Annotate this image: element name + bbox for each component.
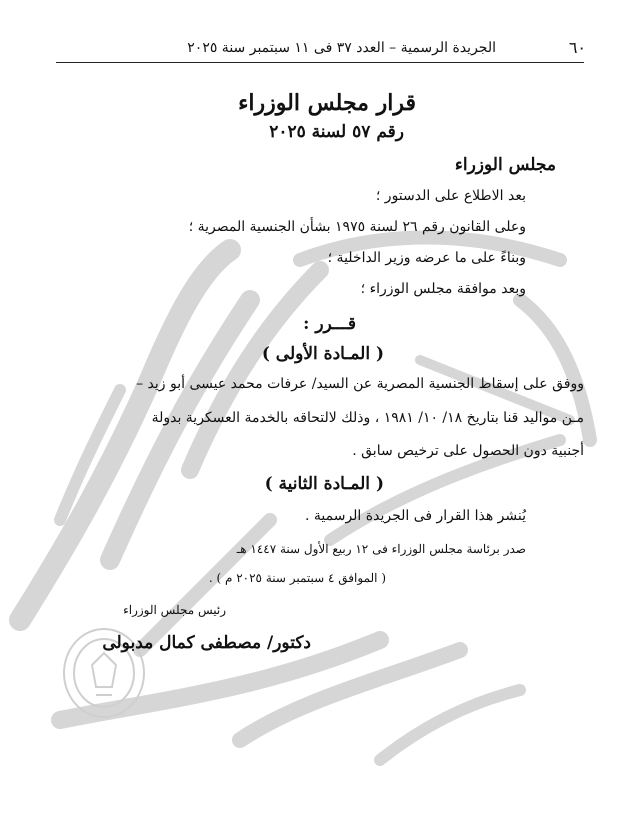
preamble-line-4: وبعد موافقة مجلس الوزراء ؛ [360,281,526,297]
decree-title: قرار مجلس الوزراء [238,90,416,116]
decided-label: قـــرر : [303,314,356,334]
article-1-heading: ( المـادة الأولى ) [261,344,384,364]
article-1-line-2: مـن مواليد قنا بتاريخ ١٨/ ١٠/ ١٩٨١ ، وذلك لالتحاقه بالخدمة العسكرية بدولة [151,410,584,426]
decree-number: رقم ٥٧ لسنة ٢٠٢٥ [269,122,404,142]
page-header [40,38,596,60]
issuer-heading: مجلس الوزراء [454,155,556,175]
preamble-line-2: وعلى القانون رقم ٢٦ لسنة ١٩٧٥ بشأن الجنسية المصرية ؛ [188,219,526,235]
page-number: ٦٠ [568,38,586,57]
publication-line: الجريدة الرسمية – العدد ٣٧ فى ١١ سبتمبر سنة ٢٠٢٥ [187,40,496,56]
issued-date-line: صدر برئاسة مجلس الوزراء فى ١٢ ربيع الأول سنة ١٤٤٧ هـ [236,542,526,556]
article-1-line-1: ووفق على إسقاط الجنسية المصرية عن السيد/ عرفات محمد عيسى أبو زيد – [136,376,584,392]
article-1-line-3: أجنبية دون الحصول على ترخيص سابق . [352,443,584,459]
corresponding-date-line: ( الموافق ٤ سبتمبر سنة ٢٠٢٥ م ) . [208,571,386,585]
preamble-line-3: وبناءً على ما عرضه وزير الداخلية ؛ [327,250,526,266]
preamble-line-1: بعد الاطلاع على الدستور ؛ [375,188,526,204]
article-2-heading: ( المـادة الثانية ) [264,474,384,494]
article-2-line: يُنشر هذا القرار فى الجريدة الرسمية . [304,508,526,524]
signatory-title: رئيس مجلس الوزراء [123,603,226,617]
header-divider [56,62,584,63]
signatory-name: دكتور/ مصطفى كمال مدبولى [102,633,311,653]
